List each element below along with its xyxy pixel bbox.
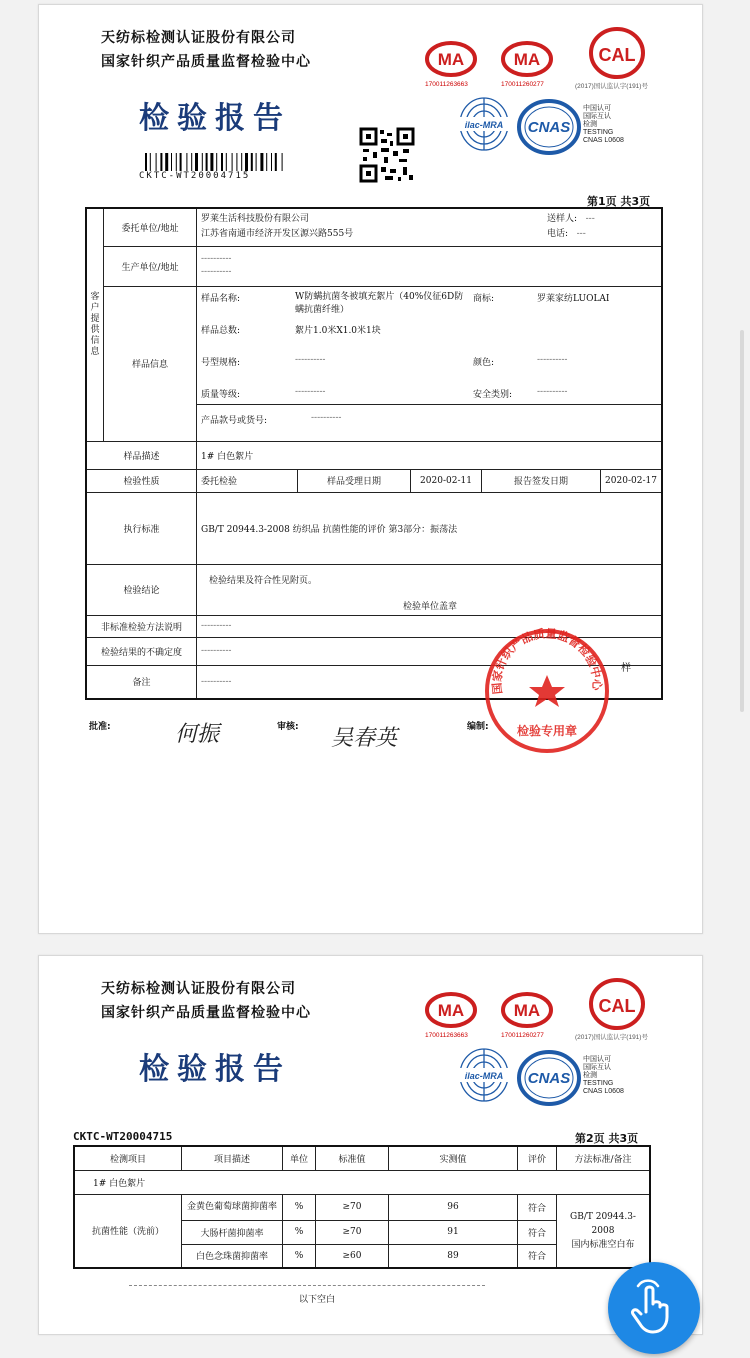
ilac-mark: ilac-MRA <box>464 120 504 130</box>
row-unit: % <box>283 1194 316 1220</box>
ma-mark-2: MA <box>513 1001 541 1020</box>
nature-value: 委托检验 <box>197 470 298 492</box>
seal-label: 检验单位盖章 <box>403 601 458 612</box>
report-page-1 <box>38 4 703 934</box>
product-no-label: 产品款号或货号: <box>201 415 268 426</box>
cal-caption: (2017)国认监认字(191)号 <box>575 1034 648 1041</box>
cal-caption: (2017)国认监认字(191)号 <box>575 83 648 90</box>
floating-action-button[interactable] <box>608 1262 700 1354</box>
edit-label: 编制: <box>467 722 489 732</box>
cnas-caption: 中国认可 国际互认 检测 TESTING CNAS L0608 <box>583 105 624 144</box>
row-measured: 96 <box>389 1194 518 1220</box>
review-signature: 吴春英 <box>331 726 398 751</box>
blank-below-note: 以下空白 <box>299 1295 336 1305</box>
scrollbar[interactable] <box>740 330 744 712</box>
producer-value-2: ---------- <box>201 267 232 277</box>
method-line-1: GB/T 20944.3-2008 <box>570 1211 636 1236</box>
institution-name-1: 天纺标检测认证股份有限公司 <box>101 981 296 997</box>
uncert-value: ---------- <box>197 637 663 665</box>
nonstd-label: 非标准检验方法说明 <box>86 615 197 637</box>
desc-value: 1# 白色絮片 <box>197 441 663 469</box>
producer-label: 生产单位/地址 <box>104 246 197 286</box>
cma-logo-icon <box>425 990 477 1030</box>
cal-mark: CAL <box>598 45 636 65</box>
header-std: 标准值 <box>316 1146 389 1170</box>
side-char: 样 <box>621 663 631 674</box>
client-address: 江苏省南通市经济开发区源兴路555号 <box>201 229 354 240</box>
ma-mark-1: MA <box>437 1001 465 1020</box>
header-item: 检测项目 <box>74 1146 182 1170</box>
row-measured: 91 <box>389 1220 518 1244</box>
receive-value: 2020-02-11 <box>411 470 482 492</box>
cma-logo-icon <box>501 990 553 1030</box>
customer-info-side-label: 客户提供信息 <box>86 208 104 441</box>
nature-label: 检验性质 <box>86 469 197 492</box>
ilac-mark: ilac-MRA <box>464 1071 504 1081</box>
page-number: 第2页 共3页 <box>575 1132 639 1145</box>
cal-logo-icon <box>587 976 647 1034</box>
cma-logo-icon <box>425 39 477 79</box>
ilac-logo-icon <box>457 1046 511 1104</box>
cma-number-1: 170011263663 <box>425 81 468 88</box>
color-value: ---------- <box>537 354 568 365</box>
cert-logos <box>425 39 695 159</box>
conclusion-value: 检验结果及符合性见附页。 <box>209 575 318 586</box>
cnas-logo-icon <box>517 1050 581 1106</box>
sample-info-label: 样品信息 <box>104 286 197 441</box>
method-line-2: 国内标准空白布 <box>571 1239 635 1250</box>
remark-value: ---------- <box>197 665 663 699</box>
issue-value: 2020-02-17 <box>605 475 657 486</box>
qr-code-icon <box>359 127 415 183</box>
header-measured: 实测值 <box>389 1146 518 1170</box>
institution-name-2: 国家针织产品质量监督检验中心 <box>101 54 311 70</box>
client-label: 委托单位/地址 <box>104 208 197 246</box>
row-desc: 白色念珠菌抑菌率 <box>182 1244 283 1268</box>
receive-label: 样品受理日期 <box>298 470 411 492</box>
page-number: 第1页 共3页 <box>587 195 651 208</box>
sender-label: 送样人: <box>547 214 578 225</box>
institution-name-1: 天纺标检测认证股份有限公司 <box>101 30 296 46</box>
model-label: 号型规格: <box>201 357 241 368</box>
report-title: 检验报告 <box>139 1052 291 1087</box>
uncert-label: 检验结果的不确定度 <box>86 637 197 665</box>
client-name: 罗莱生活科技股份有限公司 <box>201 214 310 225</box>
report-title: 检验报告 <box>139 101 291 136</box>
tap-hand-icon <box>608 1262 700 1354</box>
cma-logo-icon <box>501 39 553 79</box>
conclusion-cell <box>197 564 663 615</box>
cnas-caption: 中国认可 国际互认 检测 TESTING CNAS L0608 <box>583 1056 624 1095</box>
producer-cell <box>197 246 663 286</box>
report-page-2 <box>38 955 703 1335</box>
ilac-logo-icon <box>457 95 511 153</box>
cnas-mark: CNAS <box>527 1070 571 1087</box>
grade-label: 质量等级: <box>201 389 241 400</box>
results-table <box>73 1145 651 1269</box>
table-row <box>74 1194 650 1220</box>
standard-label: 执行标准 <box>86 492 197 564</box>
row-eval: 符合 <box>518 1194 557 1220</box>
client-cell <box>197 208 663 246</box>
institution-name-2: 国家针织产品质量监督检验中心 <box>101 1005 311 1021</box>
row-desc: 大肠杆菌抑菌率 <box>182 1220 283 1244</box>
conclusion-label: 检验结论 <box>86 564 197 615</box>
sample-count-value: 絮片1.0米X1.0米1块 <box>295 325 381 336</box>
header-unit: 单位 <box>283 1146 316 1170</box>
row-eval: 符合 <box>518 1244 557 1268</box>
row-eval: 符合 <box>518 1220 557 1244</box>
sample-name-value: W防螨抗菌冬被填充絮片（40%仪征6D防螨抗菌纤维） <box>295 291 464 315</box>
desc-label: 样品描述 <box>86 441 197 469</box>
header-method: 方法标准/备注 <box>557 1146 651 1170</box>
sample-count-label: 样品总数: <box>201 325 241 336</box>
standard-value: GB/T 20944.3-2008 纺织品 抗菌性能的评价 第3部分：振荡法 <box>197 492 663 564</box>
barcode-text: CKTC-WT20004715 <box>139 171 251 181</box>
approve-label: 批准: <box>89 722 111 732</box>
safety-value: ---------- <box>537 386 568 397</box>
nature-row <box>197 469 663 492</box>
phone-label: 电话: <box>547 229 569 240</box>
cma-number-2: 170011260277 <box>501 81 544 88</box>
sender-value: --- <box>585 214 595 225</box>
model-value: ---------- <box>295 354 326 365</box>
inspection-stamp-icon <box>483 627 611 755</box>
row-std: ≥70 <box>316 1220 389 1244</box>
row-std: ≥70 <box>316 1194 389 1220</box>
phone-value: --- <box>576 229 586 240</box>
header-desc: 项目描述 <box>182 1146 283 1170</box>
report-number: CKTC-WT20004715 <box>73 1130 173 1143</box>
stamp-bottom-text: 检验专用章 <box>516 724 578 738</box>
product-no-value: ---------- <box>311 412 342 423</box>
brand-value: 罗莱家纺LUOLAI <box>537 293 610 304</box>
row-std: ≥60 <box>316 1244 389 1268</box>
row-measured: 89 <box>389 1244 518 1268</box>
grade-value: ---------- <box>295 386 326 397</box>
header-eval: 评价 <box>518 1146 557 1170</box>
cma-number-2: 170011260277 <box>501 1032 544 1039</box>
review-label: 审核: <box>277 722 299 732</box>
ma-mark-2: MA <box>513 50 541 69</box>
ma-mark-1: MA <box>437 50 465 69</box>
issue-label: 报告签发日期 <box>482 470 601 492</box>
item-label: 抗菌性能（洗前） <box>74 1194 182 1268</box>
remark-label: 备注 <box>86 665 197 699</box>
cal-logo-icon <box>587 25 647 83</box>
producer-value-1: ---------- <box>201 254 232 264</box>
barcode-icon <box>145 153 305 171</box>
cal-mark: CAL <box>598 996 636 1016</box>
cnas-mark: CNAS <box>527 119 571 136</box>
color-label: 颜色: <box>473 357 495 368</box>
row-desc: 金黄色葡萄球菌抑菌率 <box>182 1194 283 1220</box>
nonstd-value: ---------- <box>197 615 663 637</box>
brand-label: 商标: <box>473 293 495 304</box>
approve-signature: 何振 <box>175 722 220 747</box>
sample-row: 1# 白色絮片 <box>74 1170 650 1194</box>
cert-logos <box>425 990 695 1110</box>
row-unit: % <box>283 1244 316 1268</box>
row-unit: % <box>283 1220 316 1244</box>
cnas-logo-icon <box>517 99 581 155</box>
cma-number-1: 170011263663 <box>425 1032 468 1039</box>
method-cell <box>557 1194 651 1268</box>
sample-info-cell <box>197 286 663 441</box>
sample-name-label: 样品名称: <box>201 293 241 304</box>
stamp-top-text: 国家针织产品质量监督检验中心 <box>489 627 605 695</box>
safety-label: 安全类别: <box>473 389 513 400</box>
